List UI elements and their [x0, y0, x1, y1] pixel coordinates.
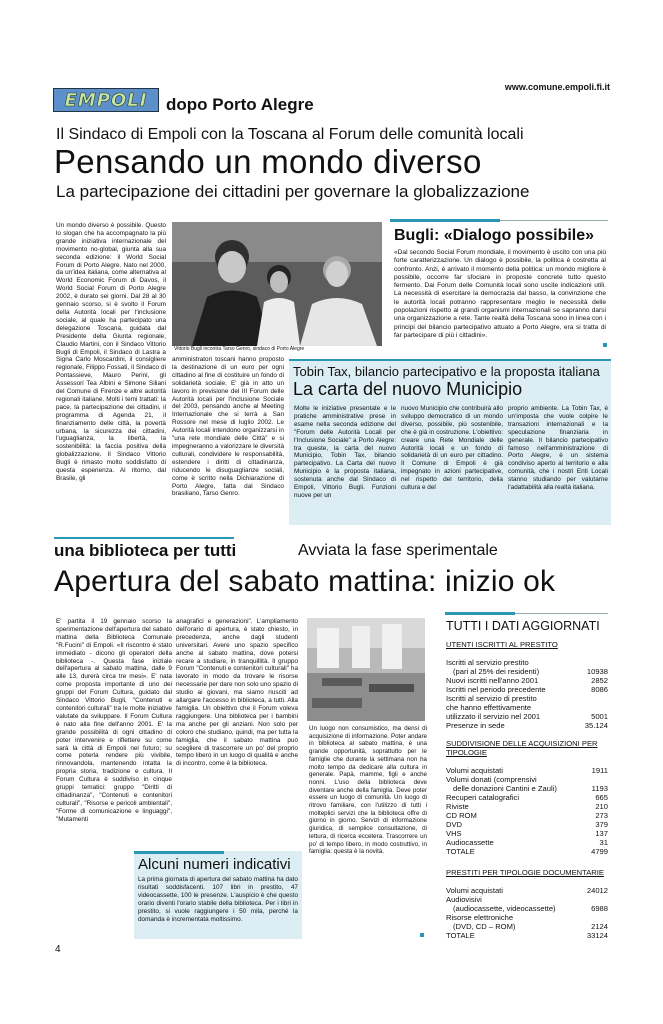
row-label: che hanno effettivamente	[446, 703, 532, 712]
dati-section-3-title: PRESTITI PER TIPOLOGIE DOCUMENTARIE	[446, 868, 604, 877]
dati-table	[446, 640, 608, 940]
bugli-title: Bugli: «Dialogo possibile»	[394, 227, 595, 244]
row-label: VHS	[446, 829, 462, 838]
municipio-column-3: proprio ambiente. La Tobin Tax, è un'imposta che vuole colpire le transazioni internazionali e la speculazione finanziaria in generale. Il bilancio partecipativo famoso nell'amministrazione di Porto Alegre, è un sistema condiviso aperto al territorio e alla comunità, che i nostri Enti Locali stanno studiando per valutarne l'adattabilità alla realtà italiana.	[508, 405, 608, 492]
biblioteca-column-2: anagrafici e generazioni". L'ampliamento dell'orario di apertura, è stato chiesto, in precedenza, anche dagli studenti universitari. Avere uno spazio specifico anche al sabato mattina, dove potersi recare a studiare, in tranquillità. Il gruppo Forum "Contenuti e contenitori culturali" ha lavorato in modo da trovare le risorse necessarie per dare non solo uno spazio di studio ai giovani, ma siamo riusciti ad allargare l'accesso in biblioteca, a tutti. Alla famiglia. Un obiettivo che il Forum voleva raggiungere. Una biblioteca per i bambini ma anche per gli anziani. Non solo per coloro che studiano, quindi, ma per tutta la famiglia, che il sabato mattina può scegliere di trascorrere un po' del proprio tempo libero in un luogo di qualità e anche di incontro, come è la biblioteca.	[176, 618, 298, 768]
row-label: Volumi acquistati	[446, 766, 503, 775]
article-kicker: Il Sindaco di Empoli con la Toscana al Forum delle comunità locali	[56, 126, 524, 143]
row-value: 379	[595, 820, 608, 829]
table-row	[446, 838, 608, 847]
dati-section-2	[446, 766, 608, 856]
biblioteca-section-bar	[54, 537, 234, 539]
table-row	[446, 895, 608, 904]
row-label: Recuperi catalografici	[446, 793, 520, 802]
row-label: Volumi acquistati	[446, 886, 503, 895]
row-label: Riviste	[446, 802, 469, 811]
row-value: 2852	[591, 676, 608, 685]
table-row	[446, 922, 608, 931]
table-row	[446, 931, 608, 940]
table-row	[446, 685, 608, 694]
bugli-title-rule	[500, 220, 608, 221]
table-row	[446, 721, 608, 730]
website-url[interactable]: www.comune.empoli.fi.it	[504, 82, 610, 92]
row-label: utilizzato il servizio nel 2001	[446, 712, 541, 721]
article-column-2: amministratori toscani hanno proposto la destinazione di un euro per ogni cittadino al fine di costituire un fondo di solidarietà sociale. E' già in atto un lavoro in previsione del III Forum delle Autorità locali per l'inclusione Sociale del 2003, pensando anche al Meeting Internazionale che si terrà a San Rossore nel mese di luglio 2002. Le Autorità locali intendono organizzarsi in "una rete mondiale delle Città" e si impegneranno a valorizzare le diversità culturali, condividere le responsabilità, estendere i diritti di cittadinanza, riducendo le disuguaglianze sociali, come è scritto nella Dichiarazione di Porto Alegre, fatta dal Sindaco brasiliano, Tarso Genro.	[172, 356, 284, 498]
numeri-text: La prima giornata di apertura del sabato mattina ha dato risultati soddisfacenti. 107 libri in prestito, 47 videocassette, 100 le presenze. L'auspicio è che questo orario diventi l'orario stabile della biblioteca. Per i libri in prestito, si vuole raggiungere i 50 mila, perché la domanda è incrementata moltissimo.	[138, 876, 298, 923]
row-label: TOTALE	[446, 847, 475, 856]
biblioteca-section-title: una biblioteca per tutti	[54, 541, 237, 560]
table-row	[446, 886, 608, 895]
dati-title: TUTTI I DATI AGGIORNATI	[446, 619, 600, 633]
numeri-title: Alcuni numeri indicativi	[138, 856, 291, 873]
municipio-title: La carta del nuovo Municipio	[293, 379, 523, 399]
row-value: 273	[595, 811, 608, 820]
table-row	[446, 766, 608, 775]
row-value: 8086	[591, 685, 608, 694]
row-label: Iscritti al servizio prestito	[446, 658, 529, 667]
dati-section-1-title: UTENTI ISCRITTI AL PRESTITO	[446, 640, 558, 649]
row-label: (DVD, CD – ROM)	[453, 922, 516, 931]
table-row	[446, 676, 608, 685]
row-value: 137	[595, 829, 608, 838]
table-row	[446, 784, 608, 793]
row-value: 4799	[591, 847, 608, 856]
row-label: Iscritti nel periodo precedente	[446, 685, 546, 694]
table-row	[446, 820, 608, 829]
row-label: Audiocassette	[446, 838, 494, 847]
empoli-logo: EMPOLI	[53, 88, 159, 112]
biblioteca-headline: Apertura del sabato mattina: inizio ok	[54, 565, 556, 598]
biblioteca-photo-text: Un luogo non consumistico, ma densi di acquisizione di informazione. Poter andare in biblioteca al sabato mattina, è una grande opportunità, soprattutto per le famiglie che durante la settimana non ha molto tempo da dedicare alla cultura in generale. Papà, mamme, figli e anche nonni. L'uso della biblioteca deve diventare anche della famiglia. Deve poter essere un luogo di comunità. Un luogo di ritrovo familiare, con l'utilizzo di tutti i molteplici servizi che la biblioteca offre di giorno in giorno. Servizi di informazione giuridica, di semplice consultazione, di lettura, di ricerca eccetera. Trascorrere un po' di tempo libero, in modo costruttivo, in famiglia: questa è la novità.	[309, 725, 427, 856]
table-row	[446, 712, 608, 721]
photo-caption: Vittorio Bugli incontra Tarso Genro, sindaco di Porto Alegre	[174, 346, 305, 352]
row-value: 1911	[591, 766, 608, 775]
table-row	[446, 802, 608, 811]
photo-biblioteca	[307, 618, 425, 721]
row-label: TOTALE	[446, 931, 475, 940]
table-row	[446, 829, 608, 838]
row-value: 2124	[591, 922, 608, 931]
row-value: 10938	[586, 667, 608, 676]
row-label: Risorse elettroniche	[446, 913, 514, 922]
row-value: 665	[595, 793, 608, 802]
article-headline: Pensando un mondo diverso	[54, 143, 482, 180]
section-title: dopo Porto Alegre	[166, 95, 314, 114]
dati-section-3	[446, 886, 608, 940]
row-value: 210	[595, 802, 608, 811]
biblioteca-kicker: Avviata la fase sperimentale	[298, 542, 498, 559]
table-row	[446, 793, 608, 802]
row-value: 33124	[586, 931, 608, 940]
row-label: Audiovisivi	[446, 895, 482, 904]
numeri-title-bar	[134, 851, 224, 854]
row-label: (audiocassette, videocassette)	[453, 904, 556, 913]
table-row	[446, 811, 608, 820]
row-value: 24012	[586, 886, 608, 895]
table-row	[446, 775, 608, 784]
table-row	[446, 667, 608, 676]
dati-section-2-title: SUDDIVISIONE DELLE ACQUISIZIONI PER TIPOLOGIE	[446, 739, 598, 757]
row-value: 6988	[591, 904, 608, 913]
row-label: DVD	[446, 820, 463, 829]
article-column-1: Un mondo diverso è possibile. Questo lo slogan che ha accompagnato la più grande iniziativa internazionale del movimento no-global, giunta alla sua seconda edizione: il World Social Forum di Porto Alegre. Nato nel 2000, da un'idea italiana, come alternativa al World Economic Forum di Davos, il World Social Forum di Porto Alegre 2002, è durato sei giorni. Dal 28 al 30 gennaio scorso, si è svolto il Forum della Autorità locali per l'inclusione sociale, al quale ha partecipato una delegazione Toscana, guidata dal Presidente della Giunta regionale, Claudio Martini, con il Sindaco Vittorio Bugli di Empoli, il Sindaco di Lastra a Signa Carlo Moscardini, il consigliere regionale, Filippo Fossati, il Sindaco di Pontassieve, Mauro Perini, gli Assessori Tea Albini e Simone Siliani del Comune di Firenze e altre autorità regionali italiane. Molti i temi trattati: la pace, la partecipazione dei cittadini, il programma di Agenda 21, il finanziamento delle città, la povertà urbana, la sicurezza dei cittadini, l'uguaglianza, la libertà, la sostenibilità: la faccia positiva della globalizzazione. Il Sindaco Vittorio Bugli è rimasto molto soddisfatto di questa esperienza. Al ritorno, dal Brasile, gli	[56, 222, 166, 482]
table-row	[446, 847, 608, 856]
row-value: 35.124	[584, 721, 608, 730]
page-number: 4	[55, 944, 61, 955]
bugli-title-bar	[390, 219, 500, 222]
row-label: delle donazioni Cantini e Zauli)	[453, 784, 557, 793]
table-row	[446, 694, 608, 703]
end-marker	[603, 343, 607, 347]
row-label: (pari al 25% dei residenti)	[453, 667, 540, 676]
biblioteca-column-1: E' partita il 19 gennaio scorso la sperimentazione dell'apertura del sabato mattina della Biblioteca Comunale "R.Fucini" di Empoli. «Il riscontro è stato immediato - dicono gli operatori della biblioteca -. Questa fase iniziale dell'apertura al sabato mattina, dalle 9 alle 13, durerà circa tre mesi». E' nata come proposta importante di uno dei gruppi del Forum Cultura, guidato dal Sindaco Vittorio Bugli, "Contenuti e contenitori culturali" tra le molte iniziative valutate da sviluppare. Il Forum Cultura è nato alla fine dell'anno 2001. E' la grande possibilità di ogni cittadino di poter intervenire e riflettere su come sarà la città di Empoli nel futuro; su come poterla rendere più vivibile, rinnovandola, mantenendo intatta la propria storia, tradizione e cultura. Il Forum Cultura è suddiviso in cinque gruppi tematici: gruppo "Diritti di cittadinanza", "Contenuti e contenitori culturali", "Risorse e pericoli ambientali", "Forme di comunicazione e linguaggi", "Mutamenti	[56, 618, 172, 823]
municipio-column-1: Molte le iniziative presentate e le pratiche amministrative prese in esame nella seconda edizione del "Forum delle Autorità Locali per l'Inclusione Sociale" a Porto Alegre: tra queste, la carta del nuovo Municipio, Tobin Tax, bilancio partecipativo. La Carta del nuovo Municipio è la proposta italiana, sostenuta anche dal Sindaco di Empoli, Vittorio Bugli. Funzioni nuove per un	[294, 405, 396, 499]
dati-title-bar	[445, 612, 515, 615]
row-value: 5001	[591, 712, 608, 721]
dati-title-rule	[515, 613, 608, 614]
row-label: Volumi donati (comprensivi	[446, 775, 537, 784]
table-row	[446, 913, 608, 922]
table-row	[446, 703, 608, 712]
municipio-kicker: Tobin Tax, bilancio partecipativo e la proposta italiana	[293, 364, 600, 379]
row-value: 31	[599, 838, 608, 847]
table-row	[446, 658, 608, 667]
municipio-top-bar	[289, 359, 611, 361]
row-label: Presenze in sede	[446, 721, 505, 730]
table-row	[446, 904, 608, 913]
end-marker	[420, 933, 424, 937]
dati-section-1	[446, 658, 608, 730]
article-subhead: La partecipazione dei cittadini per governare la globalizzazione	[56, 182, 530, 201]
photo-bugli-genro	[172, 222, 382, 346]
row-label: Iscritti al servizio di prestito	[446, 694, 537, 703]
row-value: 1193	[591, 784, 608, 793]
row-label: Nuovi iscritti nell'anno 2001	[446, 676, 539, 685]
row-label: CD ROM	[446, 811, 477, 820]
municipio-column-2: nuovo Municipio che contribuirà allo sviluppo democratico di un mondo diverso, possibile, più sostenibile, che è già in costruzione. L'obiettivo: creare una Rete Mondiale delle Autorità locali e un fondo di solidarietà di un euro per cittadino. Il Comune di Empoli è già impegnato in azioni partecipative, nel rispetto del territorio, della cultura e del	[401, 405, 503, 492]
bugli-text: «Dal secondo Social Forum mondiale, il movimento è uscito con una più forte caratterizzazione. Un dialogo è possibile, la politica è costretta al confronto. Anzi, è arrivato il momento della politica: un mondo migliore è possibile, occorre far sfociare in proposte concrete tutto questo fermento. Dai Forum delle Comunità locali sono uscite indicazioni utili. La necessità di esercitare la democrazia dal basso, la convinzione che le autorità locali potranno rappresentare meglio le necessità delle popolazioni rispetto ai grandi organismi internazionali se sapranno darsi una organizzazione a rete. Tante realtà della Toscana sono in linea con i principi del bilancio partecipativo attuato a Porto Alegre, era si tratta di far partecipare di più i cittadini».	[394, 249, 606, 339]
